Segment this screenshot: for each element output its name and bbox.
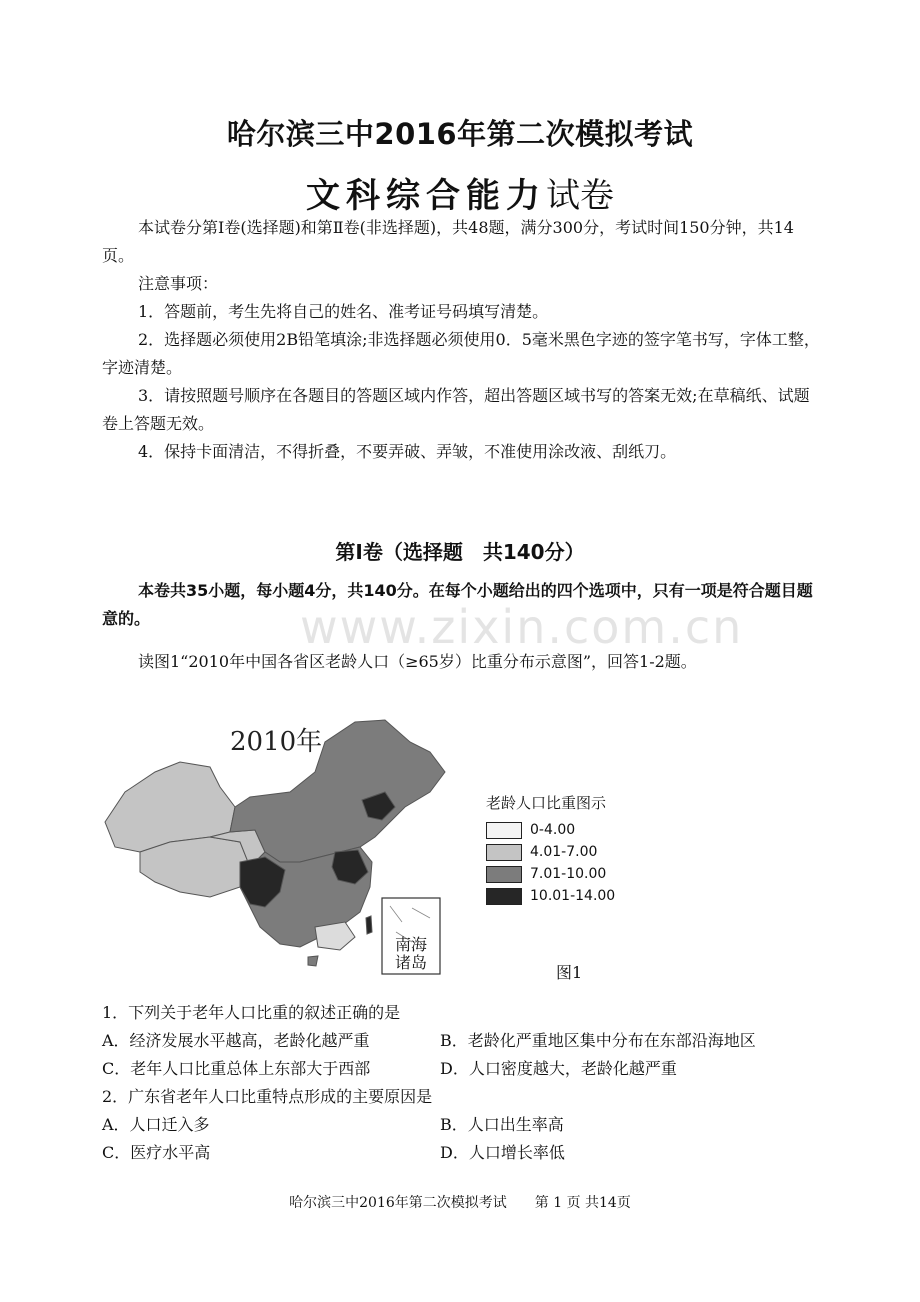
region-tibet (140, 837, 250, 897)
china-map (100, 712, 460, 980)
map-year: 2010年 (230, 727, 323, 757)
section-title: 第Ⅰ卷（选择题 共140分） (335, 540, 585, 564)
notice-2: 2．选择题必须使用2B铅笔填涂;非选择题必须使用0．5毫米黑色字迹的签字笔书写，字体工整，字迹清楚。 (102, 330, 820, 377)
map-legend (486, 792, 615, 907)
legend-item (486, 819, 615, 841)
inset-label-1: 南海 (394, 935, 428, 954)
question-2-option-c: C．医疗水平高 (102, 1143, 211, 1162)
exam-subtitle (0, 168, 920, 217)
legend-item (486, 863, 615, 885)
legend-title: 老龄人口比重图示 (486, 794, 607, 812)
legend-item (486, 841, 615, 863)
section-instruction: 本卷共35小题，每小题4分，共140分。在每个小题给出的四个选项中，只有一项是符合题目题意的。 (102, 581, 813, 628)
question-1-option-b: B．老龄化严重地区集中分布在东部沿海地区 (440, 1031, 756, 1050)
question-2-stem: 2．广东省老年人口比重特点形成的主要原因是 (102, 1087, 433, 1106)
legend-swatch (486, 866, 522, 883)
question-2-option-d: D．人口增长率低 (440, 1143, 565, 1162)
notice-1: 1．答题前，考生先将自己的姓名、准考证号码填写清楚。 (138, 302, 549, 321)
page-footer: 哈尔滨三中2016年第二次模拟考试 第 1 页 共14页 (289, 1195, 631, 1211)
subtitle-normal: 试卷 (546, 176, 614, 216)
notice-3: 3．请按照题号顺序在各题目的答题区域内作答，超出答题区域书写的答案无效;在草稿纸、试题卷上答题无效。 (102, 386, 810, 433)
question-1-stem: 1．下列关于老年人口比重的叙述正确的是 (102, 1003, 401, 1022)
legend-item (486, 885, 615, 907)
question-2-option-a: A．人口迁入多 (102, 1115, 210, 1134)
legend-swatch (486, 888, 522, 905)
region-guangdong (315, 922, 355, 950)
notice-4: 4．保持卡面清洁，不得折叠，不要弄破、弄皱，不准使用涂改液、刮纸刀。 (138, 442, 677, 461)
question-1-option-a: A．经济发展水平越高，老龄化越严重 (102, 1031, 370, 1050)
question-1-option-d: D．人口密度越大，老龄化越严重 (440, 1059, 677, 1078)
region-hainan (308, 956, 318, 966)
watermark: www.zixin.com.cn (300, 600, 744, 654)
legend-label: 4.01-7.00 (530, 844, 598, 860)
legend-swatch (486, 822, 522, 839)
notice-heading: 注意事项： (138, 274, 219, 293)
read-prompt: 读图1“2010年中国各省区老龄人口（≥65岁）比重分布示意图”，回答1-2题。 (138, 652, 697, 671)
region-taiwan (366, 916, 372, 934)
inset-label-2: 诸岛 (394, 953, 428, 972)
legend-label: 7.01-10.00 (530, 866, 607, 882)
legend-label: 0-4.00 (530, 822, 576, 838)
exam-title: 哈尔滨三中2016年第二次模拟考试 (226, 117, 694, 151)
figure-caption: 图1 (556, 963, 583, 982)
legend-swatch (486, 844, 522, 861)
south-sea-inset (382, 898, 440, 974)
subtitle-bold: 文科综合能力 (306, 176, 546, 216)
intro-text: 本试卷分第Ⅰ卷(选择题)和第Ⅱ卷(非选择题)，共48题，满分300分，考试时间150分钟，共14页。 (102, 218, 794, 265)
legend-label: 10.01-14.00 (530, 888, 616, 904)
question-2-option-b: B．人口出生率高 (440, 1115, 564, 1134)
question-1-option-c: C．老年人口比重总体上东部大于西部 (102, 1059, 371, 1078)
